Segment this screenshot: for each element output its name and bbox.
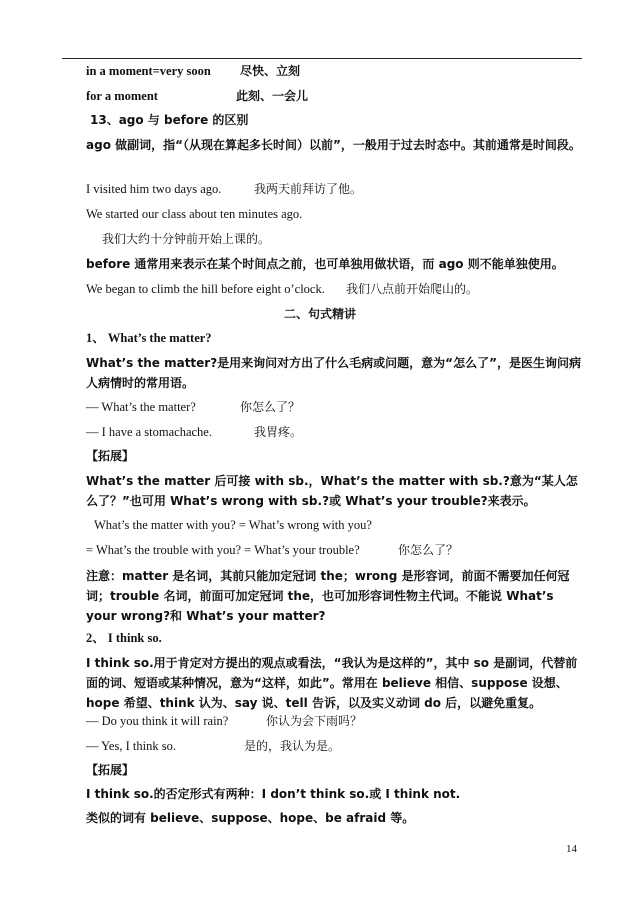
equivalence-zh: 你怎么了？ xyxy=(398,543,459,557)
phrase-zh: 尽快、立刻 xyxy=(240,64,301,78)
paragraph: ago 做副词，指“（从现在算起多长时间）以前”，一般用于过去时态中。其前通常是时间段。 xyxy=(86,138,581,152)
dialog-en: — What’s the matter? xyxy=(86,400,196,414)
dialog-line xyxy=(86,398,584,416)
section-title: 二、句式精讲 xyxy=(283,307,356,321)
dialog-line xyxy=(86,423,584,441)
phrase-line xyxy=(86,87,584,105)
dialog-zh: 你认为会下雨吗？ xyxy=(266,714,363,728)
equivalence-line xyxy=(86,541,584,559)
dialog-zh: 我胃疼。 xyxy=(254,425,303,439)
paragraph: What’s the matter 后可接 with sb.，What’s the matter with sb.?意为“某人怎么了？”也可用 What’s wrong with sb.?或 What’s your trouble?来表示。 xyxy=(86,474,578,508)
example-zh: 我们大约十分钟前开始上课的。 xyxy=(102,232,271,246)
paragraph: What’s the matter?是用来询问对方出了什么毛病或问题，意为“怎么了”，是医生询问病人病情时的常用语。 xyxy=(86,356,581,390)
phrase-zh: 此刻、一会儿 xyxy=(236,89,309,103)
equivalence-en: = What’s the trouble with you? = What’s your trouble? xyxy=(86,543,360,557)
paragraph: before 通常用来表示在某个时间点之前，也可单独用做状语，而 ago 则不能单独使用。 xyxy=(86,257,564,271)
dialog-en: — I have a stomachache. xyxy=(86,425,212,439)
subsection-heading: 1、 What’s the matter? xyxy=(86,331,212,345)
example-en: I visited him two days ago. xyxy=(86,182,222,196)
example-zh: 我们八点前开始爬山的。 xyxy=(346,282,479,296)
example-en: We started our class about ten minutes ago. xyxy=(86,207,303,221)
phrase-en: in a moment=very soon xyxy=(86,64,211,78)
phrase-en: for a moment xyxy=(86,89,158,103)
page-number: 14 xyxy=(566,843,577,855)
dialog-zh: 你怎么了？ xyxy=(240,400,301,414)
dialog-en: — Do you think it will rain? xyxy=(86,714,229,728)
dialog-line xyxy=(86,737,584,755)
paragraph: I think so.用于肯定对方提出的观点或看法，“我认为是这样的”，其中 so 是副词，代替前面的词、短语或某种情况，意为“这样，如此”。常用在 believe 相信、suppose 设想、hope 希望、think 认为、say 说、tell 告诉，以及实义动词 do 后，以避免重复。 xyxy=(86,656,578,710)
dialog-en: — Yes, I think so. xyxy=(86,739,176,753)
extension-label: 【拓展】 xyxy=(86,763,135,777)
header-rule xyxy=(62,58,582,59)
equivalence-line: What’s the matter with you? = What’s wrong with you? xyxy=(94,518,372,532)
paragraph: 类似的词有 believe、suppose、hope、be afraid 等。 xyxy=(86,811,415,825)
dialog-line xyxy=(86,712,584,730)
section-heading: 13、ago 与 before 的区别 xyxy=(90,113,249,127)
subsection-heading: 2、 I think so. xyxy=(86,631,162,645)
example-line xyxy=(86,280,584,298)
extension-label: 【拓展】 xyxy=(86,449,135,463)
example-line xyxy=(86,180,584,198)
example-en: We began to climb the hill before eight o’clock. xyxy=(86,282,325,296)
phrase-line xyxy=(86,62,584,80)
note-paragraph: 注意：matter 是名词，其前只能加定冠词 the；wrong 是形容词，前面不需要加任何冠词；trouble 名词，前面可加定冠词 the，也可加形容词性物主代词。不能说 What’s your wrong?和 What’s your matter? xyxy=(86,569,570,623)
example-zh: 我两天前拜访了他。 xyxy=(254,182,363,196)
dialog-zh: 是的，我认为是。 xyxy=(244,739,341,753)
paragraph: I think so.的否定形式有两种：I don’t think so.或 I think not. xyxy=(86,787,461,801)
